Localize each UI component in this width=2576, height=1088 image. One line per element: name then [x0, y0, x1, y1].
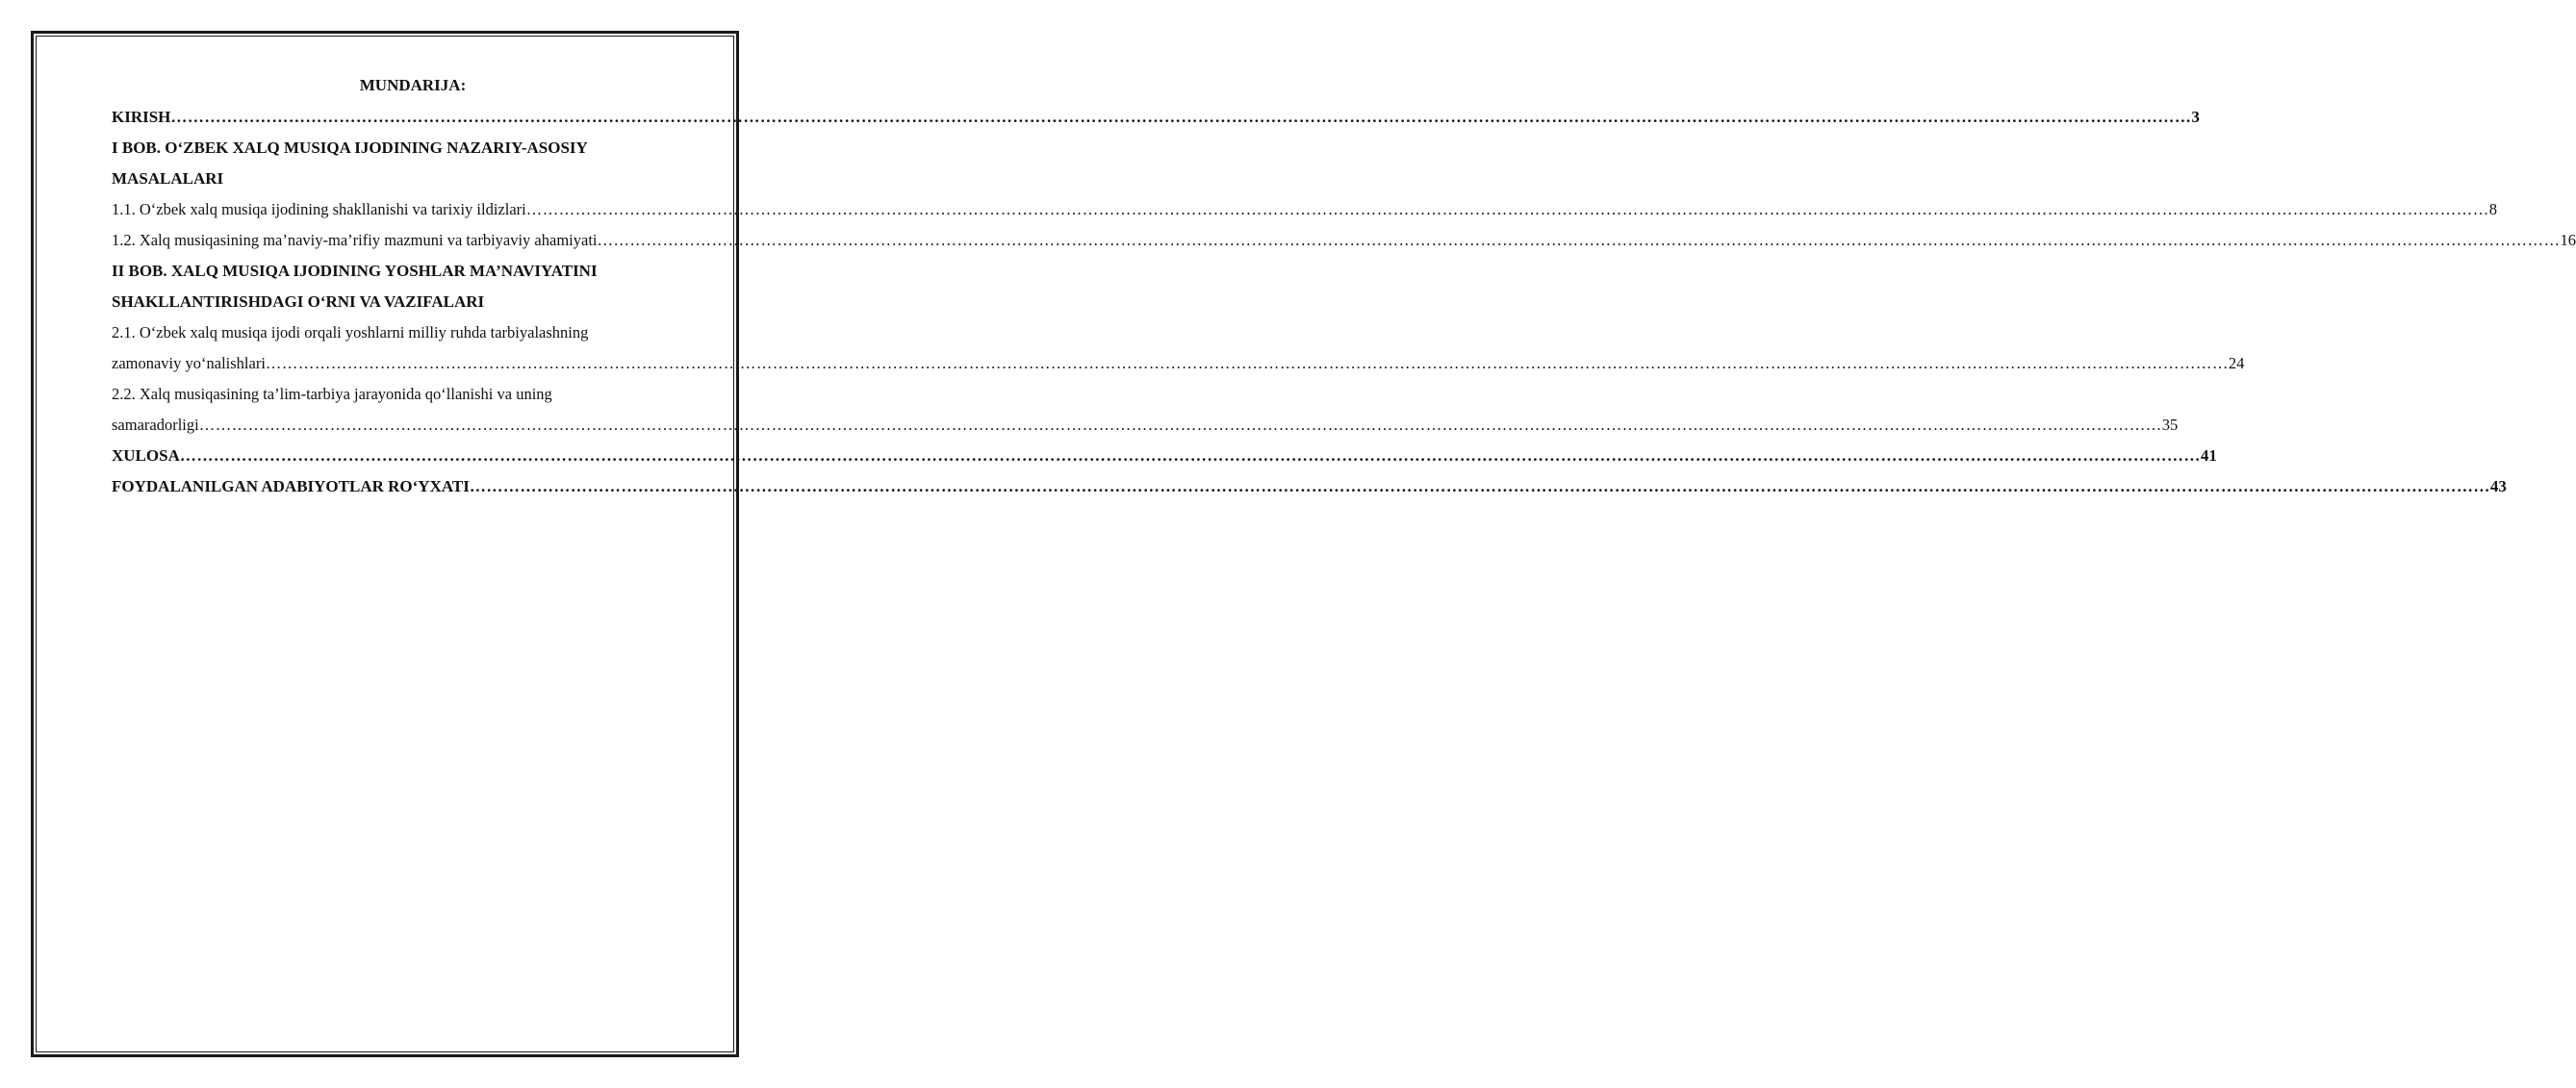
toc-entry-kirish — [112, 102, 2200, 133]
toc-entry-label: 1.1. O‘zbek xalq musiqa ijodining shakllanishi va tarixiy ildizlari — [112, 200, 526, 218]
table-of-contents — [112, 69, 2576, 502]
toc-entry-2-2 — [112, 410, 2179, 441]
toc-page-number: 35 — [2161, 416, 2179, 434]
toc-leader-dots: ……………………………………………………………………………………………………………………………………………………………………………………………………………………………………………………………………………………………………………………………… — [525, 200, 2489, 218]
toc-page-number: 3 — [2191, 108, 2200, 126]
toc-chapter-1-line-1: I BOB. O‘ZBEK XALQ MUSIQA IJODINING NAZARIY-ASOSIY — [112, 139, 588, 157]
toc-chapter-2-line-1: II BOB. XALQ MUSIQA IJODINING YOSHLAR MA’NAVIYATINI — [112, 262, 598, 280]
toc-leader-dots: ……………………………………………………………………………………………………………………………………………………………………………………………………………………………………………………………………………………………………………………………… — [469, 477, 2490, 495]
toc-page-number: 24 — [2228, 354, 2245, 372]
toc-page-number: 41 — [2200, 446, 2217, 465]
toc-leader-dots: ……………………………………………………………………………………………………………………………………………………………………………………………………………………………………………………………………………………………………………………………… — [179, 446, 2201, 465]
toc-leader-dots: ……………………………………………………………………………………………………………………………………………………………………………………………………………………………………………………………………………………………………………………………… — [170, 108, 2192, 126]
toc-entry-xulosa — [112, 441, 2217, 471]
toc-page-number: 16 — [2560, 231, 2576, 249]
toc-entry-2-2-line-1: 2.2. Xalq musiqasining ta’lim-tarbiya jarayonida qo‘llanishi va uning — [112, 385, 552, 403]
toc-entry-label: samaradorligi — [112, 416, 199, 434]
toc-leader-dots: ……………………………………………………………………………………………………………………………………………………………………………………………………………………………………………………………………………………………………………………………… — [198, 416, 2162, 434]
toc-chapter-2-line-2: SHAKLLANTIRISHDAGI O‘RNI VA VAZIFALARI — [112, 292, 485, 311]
toc-entry-2-1 — [112, 348, 2245, 379]
toc-page-number: 43 — [2489, 477, 2507, 495]
toc-entry-2-1-line-1: 2.1. O‘zbek xalq musiqa ijodi orqali yoshlarni milliy ruhda tarbiyalashning — [112, 323, 589, 342]
toc-chapter-1-line-2: MASALALARI — [112, 169, 224, 188]
toc-entry-label: FOYDALANILGAN ADABIYOTLAR RO‘YXATI — [112, 477, 470, 495]
toc-entry-label: KIRISH — [112, 108, 171, 126]
toc-entry-1-1 — [112, 194, 2497, 225]
toc-page-number: 8 — [2488, 200, 2497, 218]
toc-leader-dots: ……………………………………………………………………………………………………………………………………………………………………………………………………………………………………………………………………………………………………………………………… — [597, 231, 2561, 249]
toc-entry-label: 1.2. Xalq musiqasining ma’naviy-ma’rifiy mazmuni va tarbiyaviy ahamiyati — [112, 231, 598, 249]
toc-entry-references — [112, 471, 2507, 502]
toc-leader-dots: ……………………………………………………………………………………………………………………………………………………………………………………………………………………………………………………………………………………………………………………………… — [265, 354, 2229, 372]
toc-entry-1-2 — [112, 225, 2576, 256]
toc-title: MUNDARIJA: — [359, 76, 467, 94]
toc-entry-label: XULOSA — [112, 446, 180, 465]
toc-entry-label: zamonaviy yo‘nalishlari — [112, 354, 266, 372]
